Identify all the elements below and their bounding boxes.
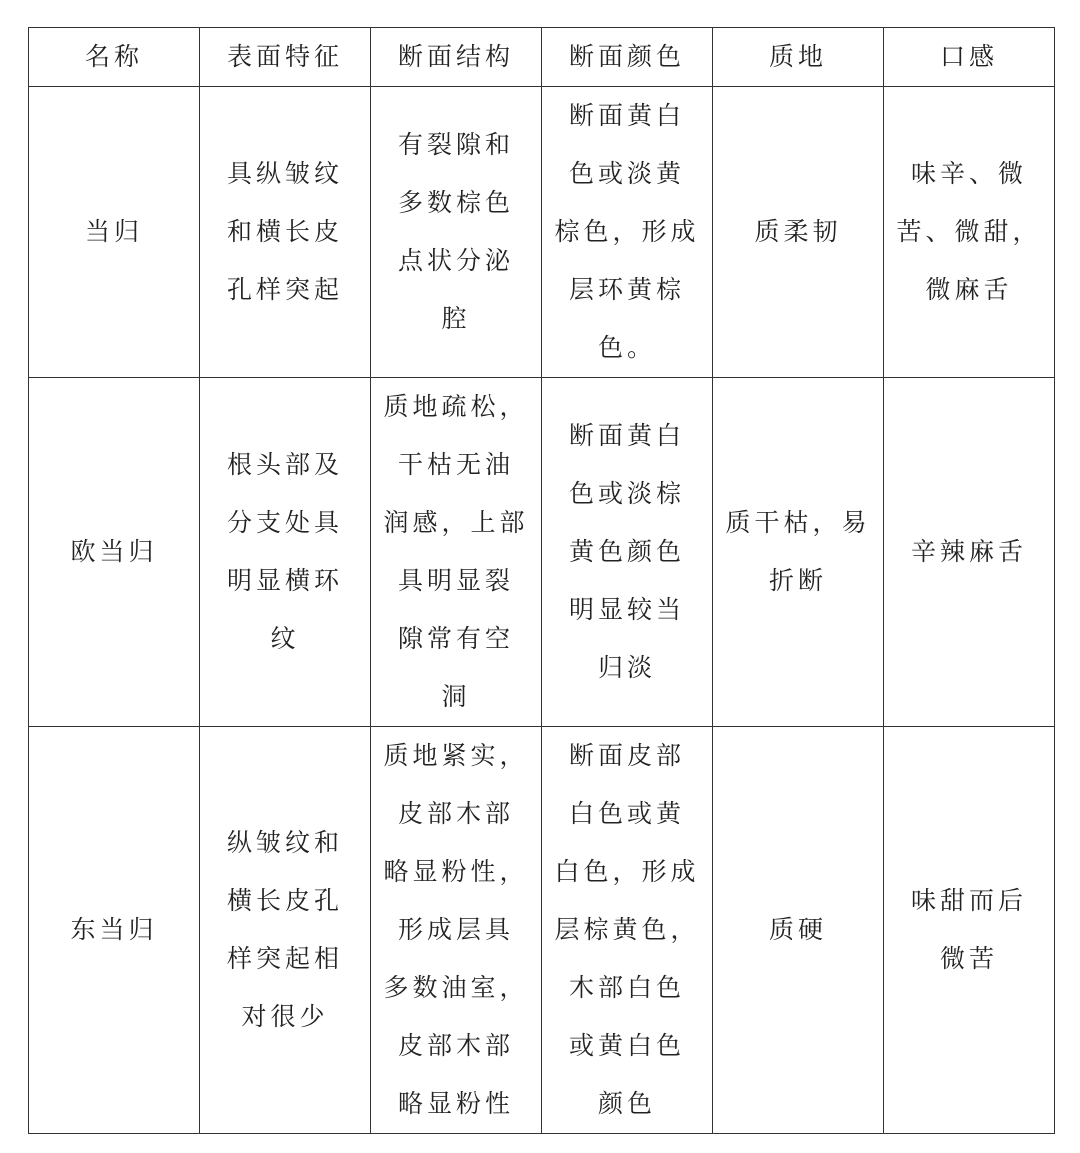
cell-section-color: 断面皮部 白色或黄 白色，形成 层棕黄色， 木部白色 或黄白色 颜色 (542, 727, 713, 1134)
header-section-color: 断面颜色 (542, 28, 713, 87)
cell-name: 东当归 (29, 727, 200, 1134)
cell-taste: 味辛、微 苦、微甜， 微麻舌 (884, 87, 1055, 378)
cell-section-structure: 质地紧实， 皮部木部 略显粉性， 形成层具 多数油室， 皮部木部 略显粉性 (371, 727, 542, 1134)
header-name: 名称 (29, 28, 200, 87)
table-body (29, 87, 1055, 1134)
header-surface-features: 表面特征 (200, 28, 371, 87)
header-row (29, 28, 1055, 87)
table-row (29, 378, 1055, 727)
cell-surface-features: 具纵皱纹 和横长皮 孔样突起 (200, 87, 371, 378)
cell-texture: 质硬 (713, 727, 884, 1134)
header-section-structure: 断面结构 (371, 28, 542, 87)
table-header (29, 28, 1055, 87)
cell-section-color: 断面黄白 色或淡棕 黄色颜色 明显较当 归淡 (542, 378, 713, 727)
table-row (29, 727, 1055, 1134)
cell-texture: 质干枯，易 折断 (713, 378, 884, 727)
comparison-table (28, 27, 1055, 1134)
cell-section-color: 断面黄白 色或淡黄 棕色，形成 层环黄棕 色。 (542, 87, 713, 378)
cell-taste: 辛辣麻舌 (884, 378, 1055, 727)
header-texture: 质地 (713, 28, 884, 87)
cell-section-structure: 质地疏松， 干枯无油 润感，上部 具明显裂 隙常有空 洞 (371, 378, 542, 727)
cell-name: 欧当归 (29, 378, 200, 727)
cell-name: 当归 (29, 87, 200, 378)
cell-texture: 质柔韧 (713, 87, 884, 378)
table-row (29, 87, 1055, 378)
header-taste: 口感 (884, 28, 1055, 87)
cell-surface-features: 根头部及 分支处具 明显横环 纹 (200, 378, 371, 727)
cell-surface-features: 纵皱纹和 横长皮孔 样突起相 对很少 (200, 727, 371, 1134)
cell-taste: 味甜而后 微苦 (884, 727, 1055, 1134)
cell-section-structure: 有裂隙和 多数棕色 点状分泌 腔 (371, 87, 542, 378)
